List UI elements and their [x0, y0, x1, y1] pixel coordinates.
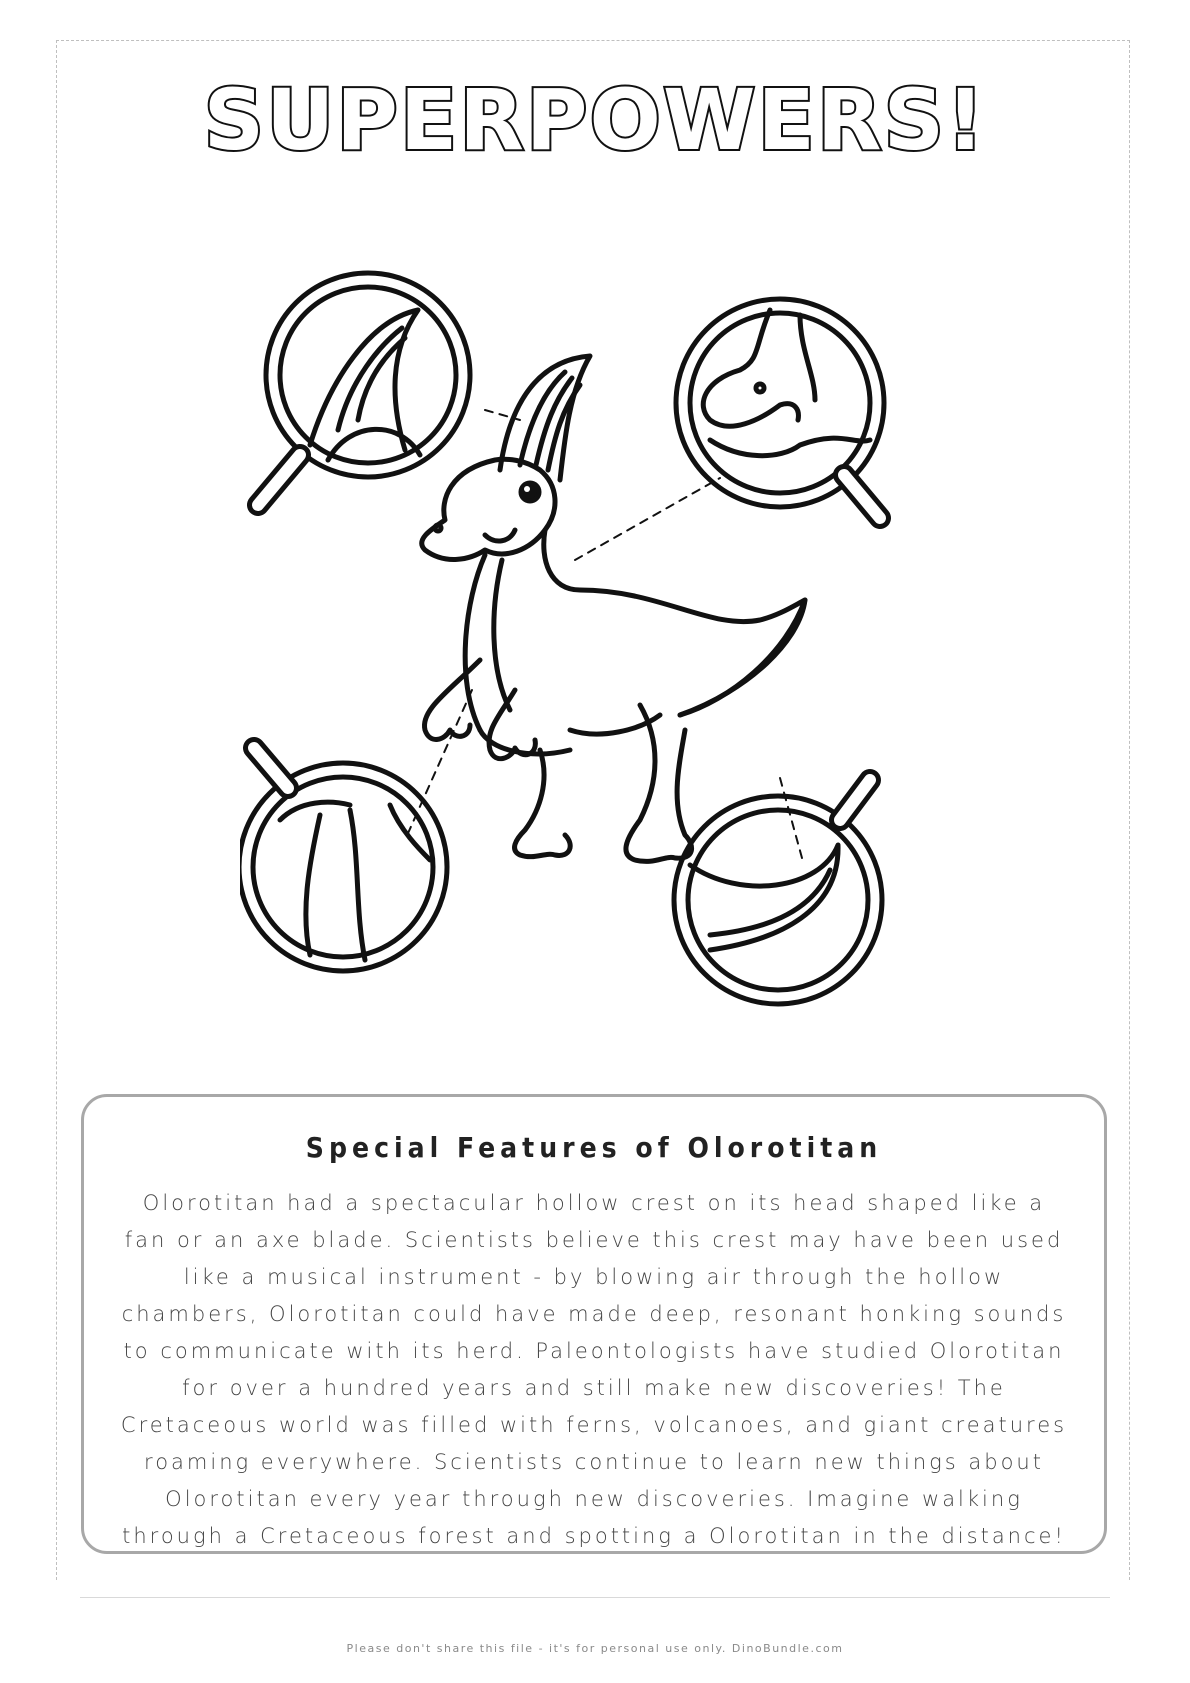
info-card — [81, 1094, 1107, 1554]
footer-divider — [80, 1597, 1110, 1598]
footer-notice: Please don't share this file - it's for personal use only. DinoBundle.com — [346, 1642, 844, 1655]
crest-magnifier-icon — [258, 273, 470, 505]
title-wrap — [0, 71, 1190, 169]
page-title: SUPERPOWERS! — [203, 71, 987, 169]
card-title: Special Features of Olorotitan — [305, 1131, 883, 1164]
card-body: Olorotitan had a spectacular hollow crest on its head shaped like a fan or an axe blade. Scientists believe this crest may have been used like a musical instrument - by blowing air through the hollow chambers, Olorotitan could have made deep, resonant honking sounds to communicate with its herd. Paleontologists have studied Olorotitan for over a hundred years and still make new discoveries! The Cretaceous world was filled with ferns, volcanoes, and giant creatures roaming everywhere. Scientists continue to learn new things about Olorotitan every year through new discoveries. Imagine walking through a Cretaceous forest and spotting a Olorotitan in the distance! — [120, 1191, 1068, 1548]
tail-magnifier-icon — [674, 780, 882, 1004]
leg-magnifier-icon — [240, 748, 447, 971]
dinosaur-body — [422, 356, 805, 861]
dinosaur-illustration — [240, 260, 950, 1060]
